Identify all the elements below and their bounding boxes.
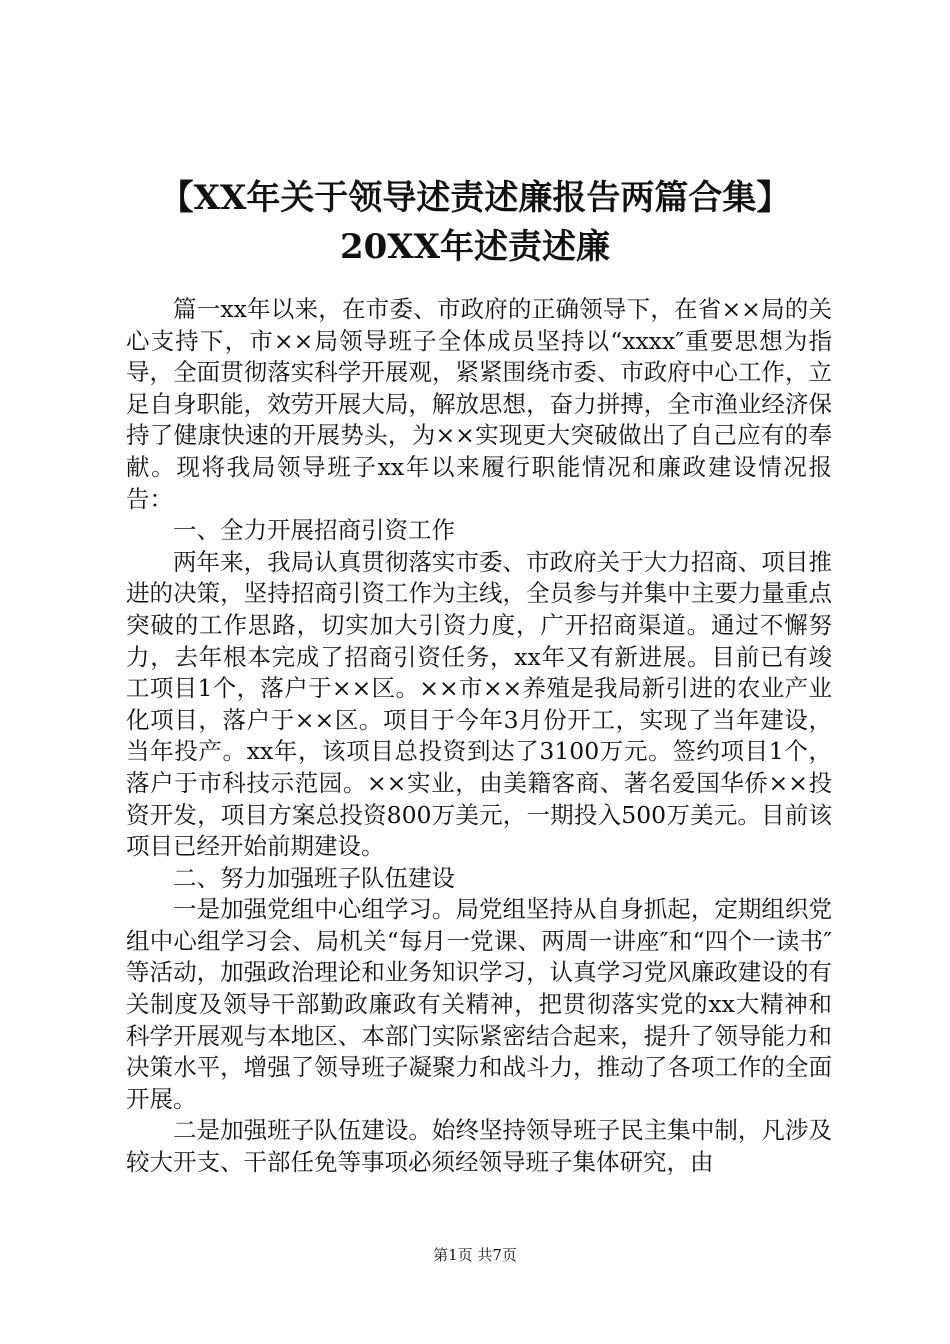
paragraph-study: 一是加强党组中心组学习。局党组坚持从自身抓起，定期组织党组中心组学习会、局机关“每月一党课、两周一讲座″和“四个一读书″等活动，加强政治理论和业务知识学习，认真学习党风廉政建设的有关制度及领导干部勤政廉政有关精神，把贯彻落实党的xx大精神和科学开展观与本地区、本部门实际紧密结合起来，提升了领导能力和决策水平，增强了领导班子凝聚力和战斗力，推动了各项工作的全面开展。 — [126, 895, 832, 1113]
paragraph-intro: 篇一xx年以来，在市委、市政府的正确领导下，在省××局的关心支持下，市××局领导班子全体成员坚持以“xxxx″重要思想为指导，全面贯彻落实科学开展观，紧紧围绕市委、市政府中心工作，立足自身职能，效劳开展大局，解放思想，奋力拼搏，全市渔业经济保持了健康快速的开展势头，为××实现更大突破做出了自己应有的奉献。现将我局领导班子xx年以来履行职能情况和廉政建设情况报告： — [126, 295, 832, 513]
page-number-footer: 第1页 共7页 — [433, 1246, 517, 1264]
section-heading-2: 二、努力加强班子队伍建设 — [173, 863, 455, 892]
section-heading-1: 一、全力开展招商引资工作 — [173, 516, 455, 545]
paragraph-team: 二是加强班子队伍建设。始终坚持领导班子民主集中制，凡涉及较大开支、干部任免等事项必须经领导班子集体研究，由 — [126, 1116, 832, 1177]
document-subtitle: 20XX年述责述廉 — [339, 227, 611, 267]
document-title: 【XX年关于领导述责述廉报告两篇合集】 — [159, 178, 791, 218]
document-body — [126, 294, 832, 1179]
paragraph-investment: 两年来，我局认真贯彻落实市委、市政府关于大力招商、项目推进的决策，坚持招商引资工作为主线，全员参与并集中主要力量重点突破的工作思路，切实加大引资力度，广开招商渠道。通过不懈努力，去年根本完成了招商引资任务，xx年又有新进展。目前已有竣工项目1个，落户于××区。××市××养殖是我局新引进的农业产业化项目，落户于××区。项目于今年3月份开工，实现了当年建设，当年投产。xx年，该项目总投资到达了3100万元。签约项目1个，落户于市科技示范园。××实业，由美籍客商、著名爱国华侨××投资开发，项目方案总投资800万美元，一期投入500万美元。目前该项目已经开始前期建设。 — [126, 547, 832, 861]
